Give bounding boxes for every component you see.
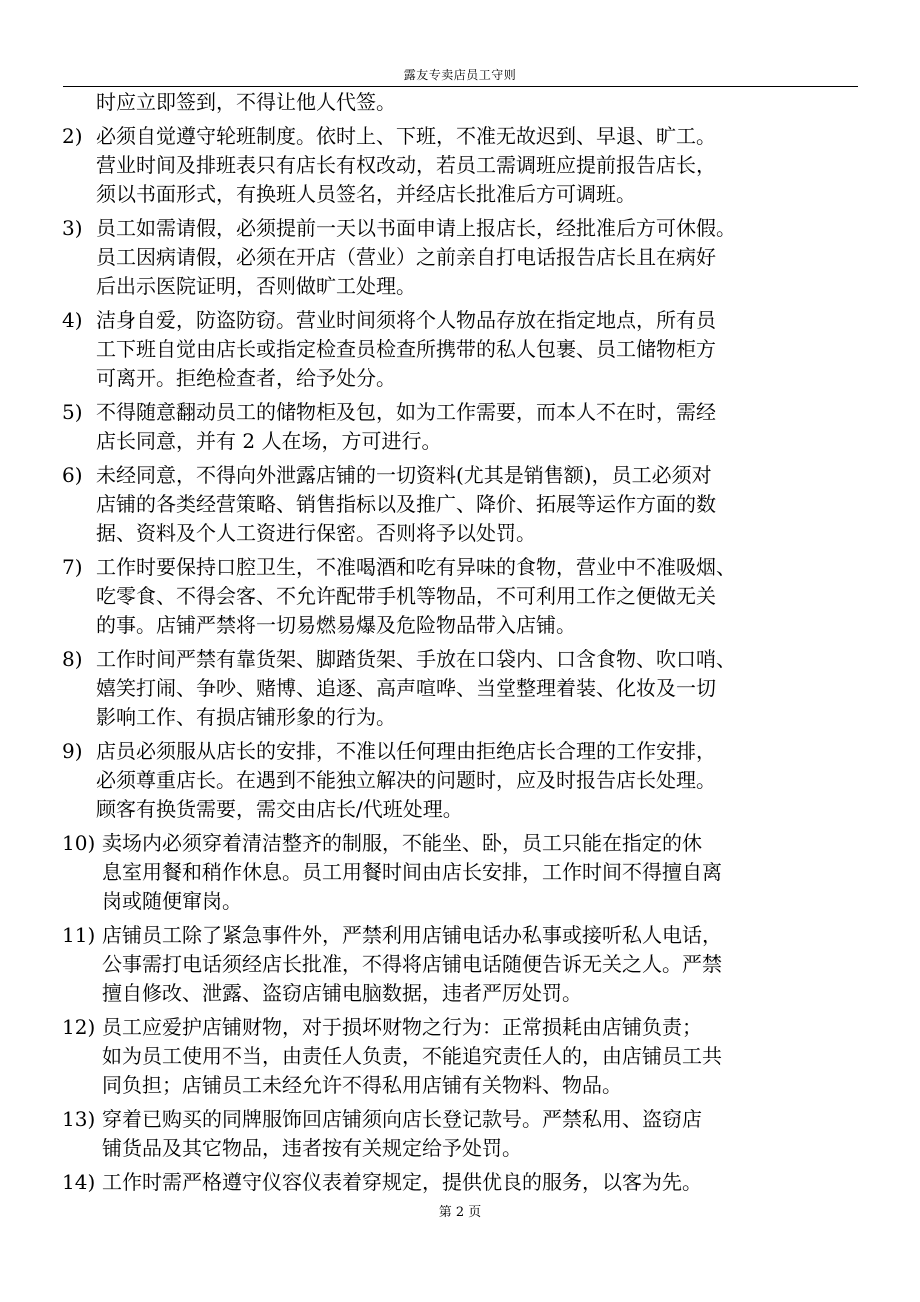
rule-number: 12)	[62, 1015, 96, 1039]
rule-number: 13)	[62, 1107, 96, 1131]
rule-item-10	[62, 829, 862, 916]
rule-item-9	[62, 737, 862, 824]
rule-number: 3)	[62, 216, 83, 240]
rule-item-8	[62, 645, 862, 732]
rule-text: 店铺员工除了紧急事件外，严禁利用店铺电话办私事或接听私人电话， 公事需打电话须经店长批准，不得将店铺电话随便告诉无关之人。严禁 擅自修改、泄露、盗窃店铺电脑数据，违者严厉处罚。	[102, 923, 722, 1005]
rule-text: 员工应爱护店铺财物，对于损坏财物之行为：正常损耗由店铺负责； 如为员工使用不当，由责任人负责，不能追究责任人的，由店铺员工共 同负担；店铺员工未经允许不得私用店铺有关物料、物品。	[102, 1015, 722, 1097]
rule-number: 8)	[62, 647, 83, 671]
rule-item-12	[62, 1013, 862, 1100]
rule-item-13	[62, 1105, 862, 1163]
rule-text: 必须自觉遵守轮班制度。依时上、下班，不准无故迟到、早退、旷工。 营业时间及排班表只有店长有权改动，若员工需调班应提前报告店长， 须以书面形式，有换班人员签名，并经店长批准后方可调班。	[96, 124, 716, 206]
rule-number: 5)	[62, 400, 83, 424]
rule-item-14	[62, 1168, 862, 1197]
continued-paragraph: 时应立即签到，不得让他人代签。	[96, 90, 396, 114]
rule-text: 店员必须服从店长的安排，不准以任何理由拒绝店长合理的工作安排， 必须尊重店长。在遇到不能独立解决的问题时，应及时报告店长处理。 顾客有换货需要，需交由店长/代班处理。	[96, 739, 716, 821]
rule-item-2	[62, 122, 862, 209]
rule-text: 洁身自爱，防盗防窃。营业时间须将个人物品存放在指定地点，所有员 工下班自觉由店长或指定检查员检查所携带的私人包裹、员工储物柜方 可离开。拒绝检查者，给予处分。	[96, 308, 716, 390]
rule-text: 员工如需请假，必须提前一天以书面申请上报店长，经批准后方可休假。 员工因病请假，必须在开店（营业）之前亲自打电话报告店长且在病好 后出示医院证明，否则做旷工处理。	[96, 216, 736, 298]
header-divider	[63, 86, 858, 87]
rule-number: 2)	[62, 124, 83, 148]
page-number: 第 2 页	[438, 1205, 482, 1220]
rule-number: 6)	[62, 463, 83, 487]
rule-item-6	[62, 461, 862, 548]
rule-number: 10)	[62, 831, 96, 855]
rule-number: 9)	[62, 739, 83, 763]
rule-item-11	[62, 921, 862, 1008]
rule-text: 穿着已购买的同牌服饰回店铺须向店长登记款号。严禁私用、盗窃店 铺货品及其它物品，违者按有关规定给予处罚。	[102, 1107, 702, 1160]
rule-number: 4)	[62, 308, 83, 332]
rule-item-3	[62, 214, 862, 301]
rule-text: 工作时需严格遵守仪容仪表着穿规定，提供优良的服务，以客为先。	[102, 1170, 702, 1194]
rules-body	[62, 88, 862, 1202]
rule-text: 不得随意翻动员工的储物柜及包，如为工作需要，而本人不在时，需经 店长同意，并有 2 人在场，方可进行。	[96, 400, 716, 453]
rule-item-7	[62, 553, 862, 640]
rule-number: 7)	[62, 555, 83, 579]
rule-number: 11)	[62, 923, 96, 947]
rule-item-4	[62, 306, 862, 393]
running-header: 露友专卖店员工守则	[403, 68, 517, 82]
rule-text: 卖场内必须穿着清洁整齐的制服，不能坐、卧，员工只能在指定的休 息室用餐和稍作休息。员工用餐时间由店长安排，工作时间不得擅自离 岗或随便窜岗。	[102, 831, 722, 913]
rule-text: 工作时间严禁有靠货架、脚踏货架、手放在口袋内、口含食物、吹口哨、 嬉笑打闹、争吵、赌博、追逐、高声喧哗、当堂整理着装、化妆及一切 影响工作、有损店铺形象的行为。	[96, 647, 736, 729]
rule-text: 未经同意，不得向外泄露店铺的一切资料(尤其是销售额)，员工必须对 店铺的各类经营策略、销售指标以及推广、降价、拓展等运作方面的数 据、资料及个人工资进行保密。否则将予以处罚。	[96, 463, 716, 545]
rule-number: 14)	[62, 1170, 96, 1194]
rule-text: 工作时要保持口腔卫生，不准喝酒和吃有异味的食物，营业中不准吸烟、 吃零食、不得会客、不允许配带手机等物品，不可利用工作之便做无关 的事。店铺严禁将一切易燃易爆及危险物品带入店铺。	[96, 555, 736, 637]
rule-item-5	[62, 398, 862, 456]
